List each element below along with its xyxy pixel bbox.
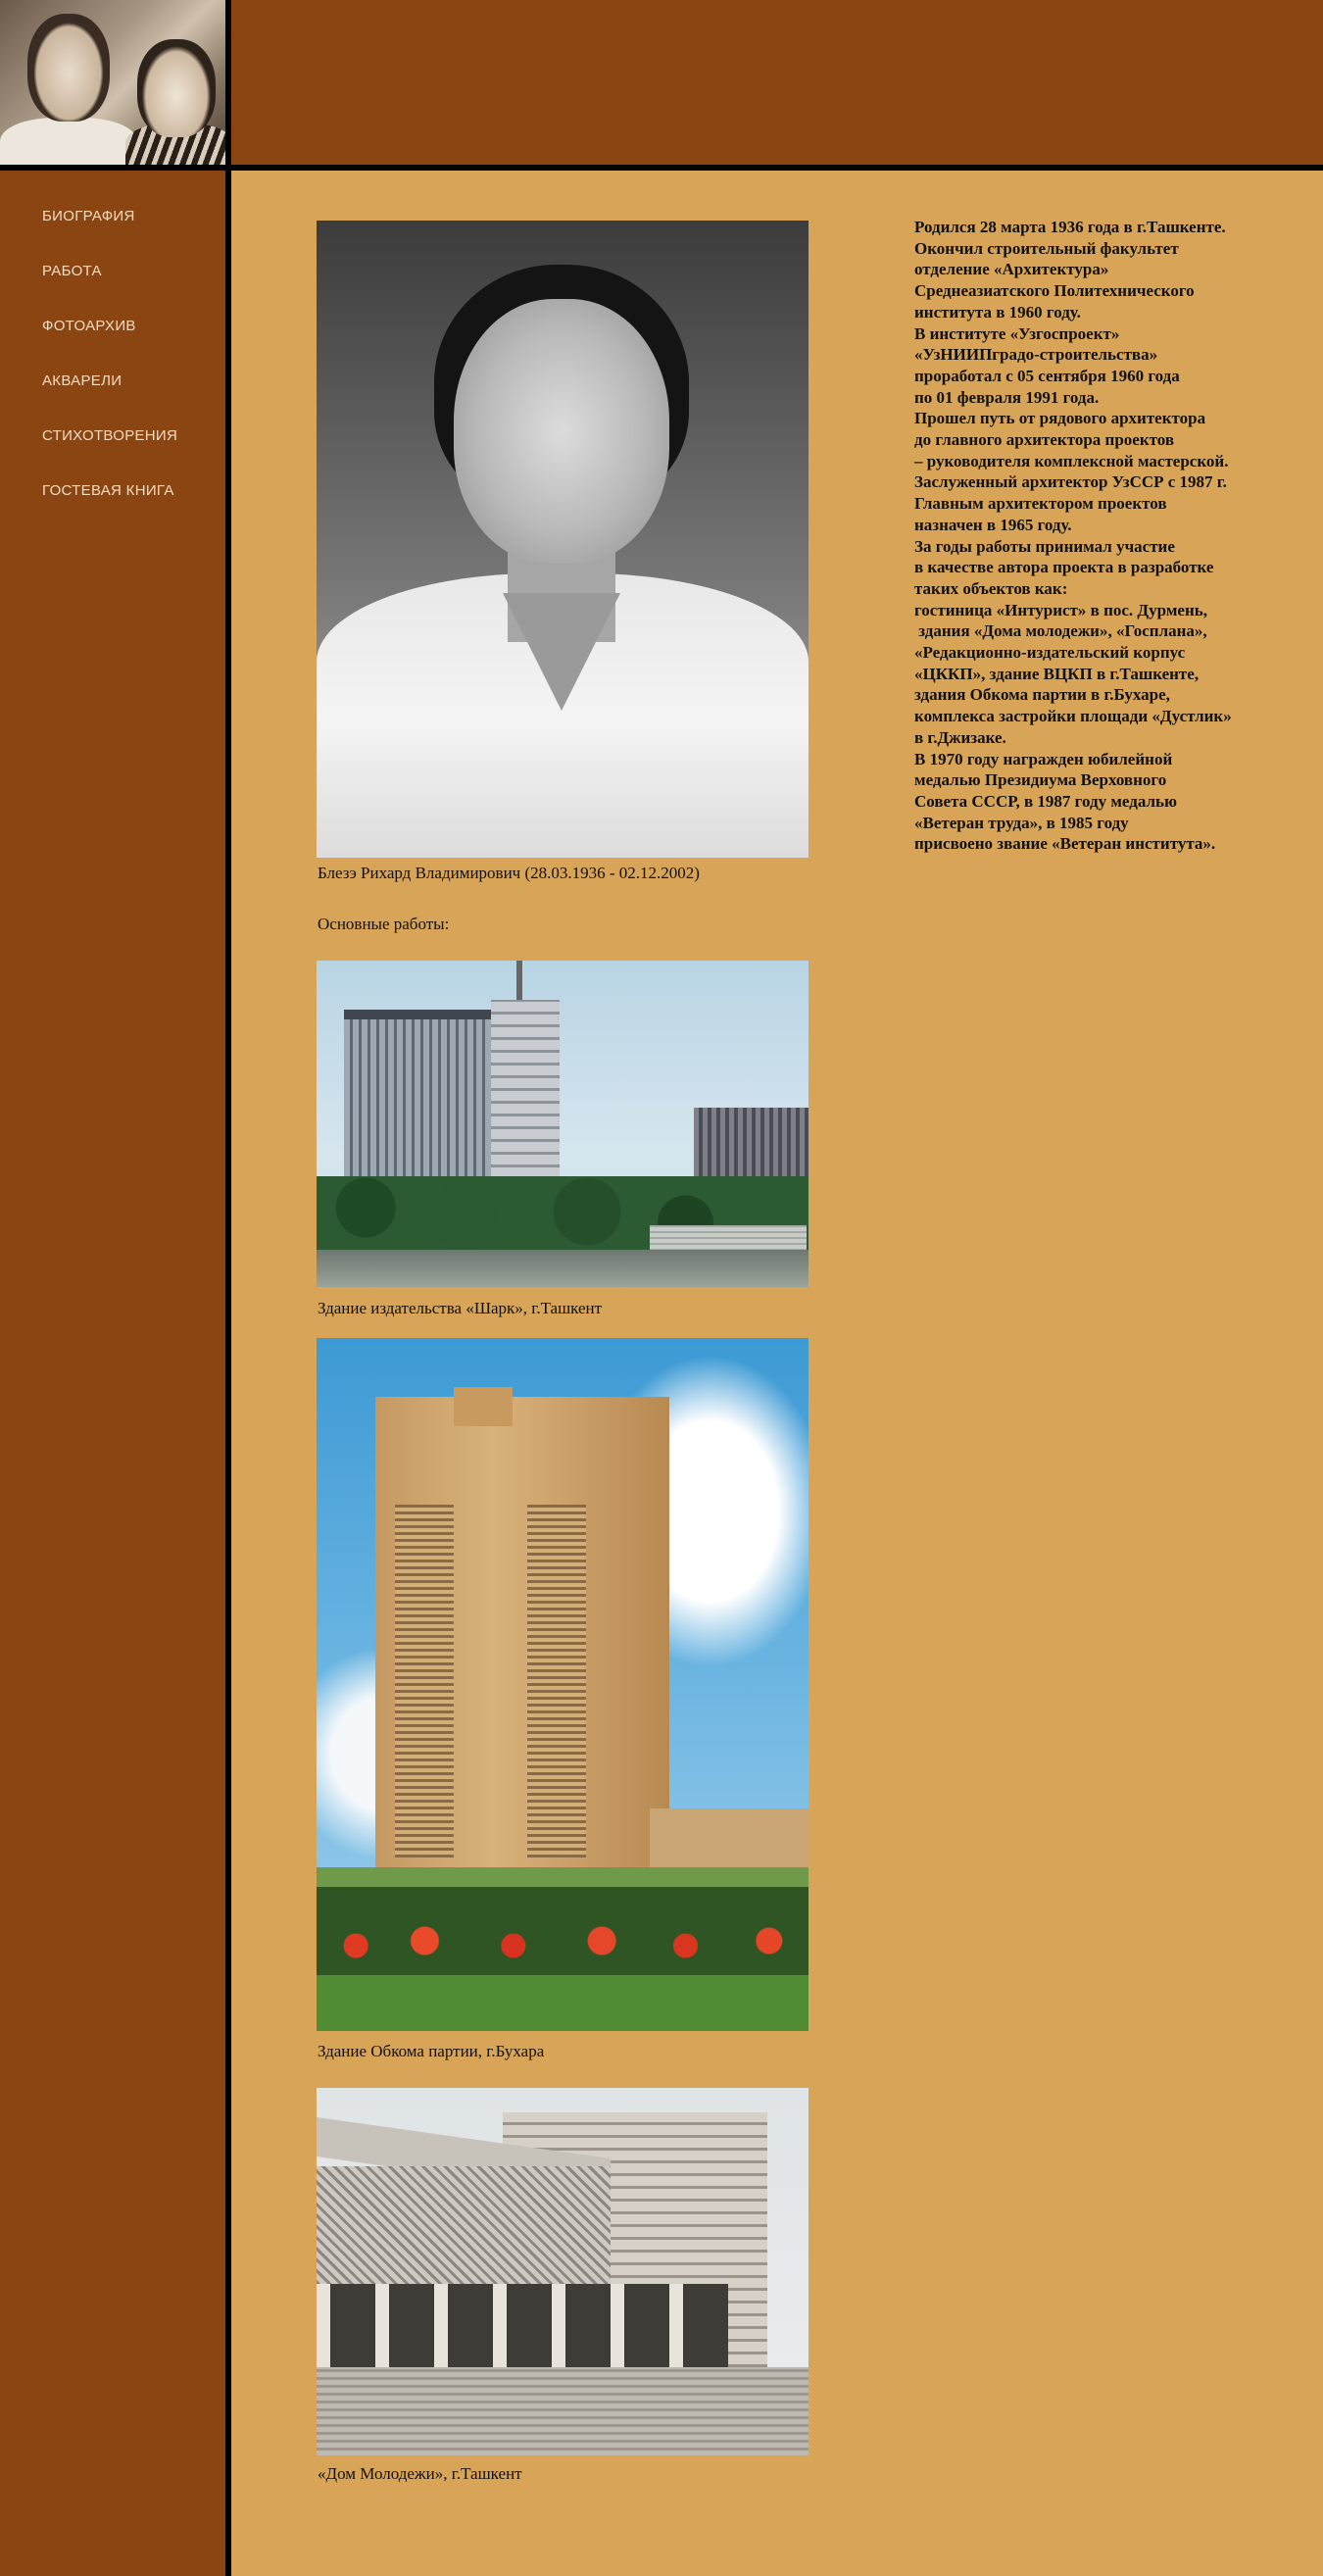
nav-item-guestbook[interactable]: ГОСТЕВАЯ КНИГА <box>42 482 174 499</box>
photo-shirt-left <box>0 118 137 165</box>
photo-face-left <box>27 14 110 122</box>
bio-line: назначен в 1965 году. <box>914 515 1072 534</box>
bio-line: в качестве автора проекта в разработке <box>914 558 1214 577</box>
bio-line: Среднеазиатского Политехнического <box>914 281 1195 301</box>
bio-line: За годы работы принимал участие <box>914 536 1175 556</box>
work-photo-shark <box>317 961 808 1287</box>
nav-item-work[interactable]: РАБОТА <box>42 263 102 279</box>
bio-line: «ЦККП», здание ВЦКП в г.Ташкенте, <box>914 664 1200 683</box>
bio-line: института в 1960 году. <box>914 302 1081 322</box>
bio-line: присвоено звание «Ветеран института». <box>914 834 1216 854</box>
bio-line: В институте «Узгоспроект» <box>914 323 1120 343</box>
bio-line: Прошел путь от рядового архитектора <box>914 409 1206 428</box>
work-caption-shark: Здание издательства «Шарк», г.Ташкент <box>318 1299 603 1317</box>
bio-line: в г.Джизаке. <box>914 727 1006 747</box>
portrait-caption: Блезэ Рихард Владимирович (28.03.1936 - 02.12.2002) <box>318 864 700 882</box>
portrait-photo <box>317 221 808 858</box>
biography-text <box>914 217 1248 855</box>
bio-line: здания Обкома партии в г.Бухаре, <box>914 685 1170 705</box>
photo-detail <box>527 1505 586 1858</box>
bio-line: – руководителя комплексной мастерской. <box>914 451 1229 471</box>
bio-line: проработал с 05 сентября 1960 года <box>914 366 1180 385</box>
header-bar <box>231 0 1323 171</box>
photo-detail <box>317 2166 611 2284</box>
bio-line: В 1970 году награжден юбилейной <box>914 749 1173 768</box>
nav-item-biography[interactable]: БИОГРАФИЯ <box>42 208 135 224</box>
bio-line: «УзНИИПградо-строительства» <box>914 345 1158 365</box>
bio-line: таких объектов как: <box>914 578 1068 598</box>
bio-line: отделение «Архитектура» <box>914 260 1109 279</box>
photo-detail <box>317 2367 808 2455</box>
header-photo <box>0 0 225 165</box>
header-divider <box>0 165 231 171</box>
main-nav <box>42 196 177 525</box>
bio-line: гостиница «Интурист» в пос. Дурмень, <box>914 600 1207 619</box>
bio-line: Окончил строительный факультет <box>914 238 1179 258</box>
bio-line: Заслуженный архитектор УзССР с 1987 г. <box>914 472 1227 492</box>
bio-line: комплекса застройки площади «Дустлик» <box>914 707 1232 726</box>
bio-line: по 01 февраля 1991 года. <box>914 387 1100 407</box>
portrait-face <box>454 299 669 564</box>
photo-detail <box>317 1250 808 1287</box>
bio-line: «Ветеран труда», в 1985 году <box>914 813 1129 832</box>
bio-line: Родился 28 марта 1936 года в г.Ташкенте. <box>914 218 1226 236</box>
bio-line: Совета СССР, в 1987 году медалью <box>914 791 1177 811</box>
photo-detail <box>395 1505 454 1858</box>
work-photo-obkom <box>317 1338 808 2031</box>
nav-item-poems[interactable]: СТИХОТВОРЕНИЯ <box>42 427 178 444</box>
work-photo-youth-house <box>317 2088 808 2455</box>
bio-line: «Редакционно-издательский корпус <box>914 643 1186 663</box>
photo-detail <box>454 1387 513 1426</box>
photo-detail <box>516 961 522 1002</box>
photo-face-right <box>137 39 216 137</box>
work-caption-youth-house: «Дом Молодежи», г.Ташкент <box>318 2464 522 2483</box>
photo-detail <box>317 1975 808 2031</box>
sidebar <box>0 0 231 2576</box>
bio-line: медалью Президиума Верховного <box>914 770 1167 790</box>
works-heading: Основные работы: <box>318 915 450 933</box>
nav-item-photo-archive[interactable]: ФОТОАРХИВ <box>42 318 136 334</box>
work-caption-obkom: Здание Обкома партии, г.Бухара <box>318 2042 545 2060</box>
bio-line: здания «Дома молодежи», «Госплана», <box>914 621 1207 641</box>
photo-detail <box>317 1887 808 1985</box>
bio-line: Главным архитектором проектов <box>914 494 1167 514</box>
photo-detail <box>317 2284 728 2372</box>
nav-item-watercolors[interactable]: АКВАРЕЛИ <box>42 372 122 389</box>
bio-line: до главного архитектора проектов <box>914 430 1175 450</box>
